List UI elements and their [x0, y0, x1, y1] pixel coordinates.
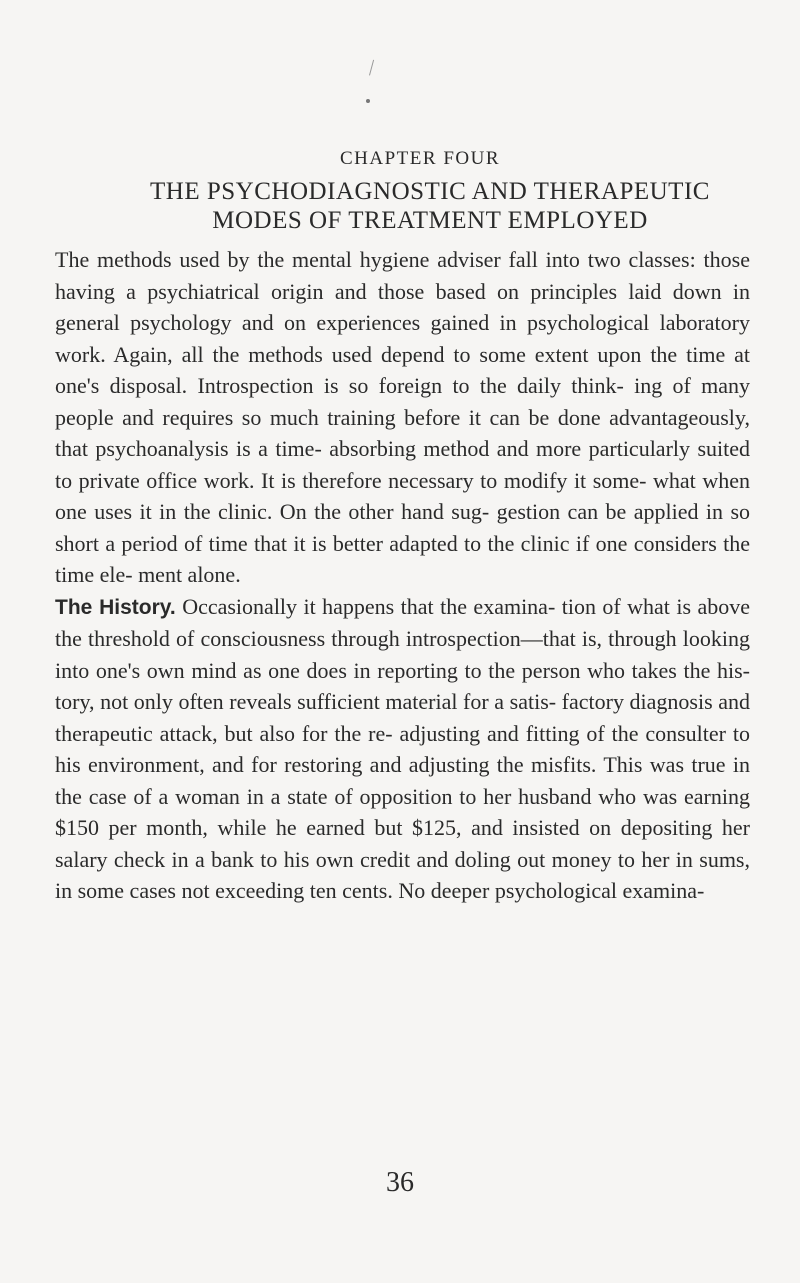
chapter-title: [60, 177, 800, 235]
history-heading: The History.: [55, 595, 176, 619]
chapter-label: CHAPTER FOUR: [340, 148, 500, 169]
scan-mark: [369, 60, 377, 76]
scan-dot: [366, 99, 370, 103]
page-number: 36: [386, 1167, 414, 1198]
history-paragraph: [55, 591, 750, 907]
chapter-title-line-2: MODES OF TREATMENT EMPLOYED: [212, 207, 648, 234]
intro-paragraph: The methods used by the mental hygiene adviser fall into two classes: those having a psychiatrical origin and those based on principles laid down in general psychology and on experiences gained in psychological laboratory work. Again, all the methods used depend to some extent upon the time at one's disposal. Introspection is so foreign to the daily think- ing of many people and requires so much training before it can be done advantageously, that psychoanalysis is a time- absorbing method and more particularly suited to private office work. It is therefore necessary to modify it some- what when one uses it in the clinic. On the other hand sug- gestion can be applied in so short a period of time that it is better adapted to the clinic if one considers the time ele- ment alone.: [55, 247, 750, 587]
history-body: Occasionally it happens that the examina- tion of what is above the threshold of consciousness through introspection—that is, through looking into one's own mind as one does in reporting to the person who takes the his- tory, not only often reveals sufficient material for a satis- factory diagnosis and therapeutic attack, but also for the re- adjusting and fitting of the consulter to his environment, and for restoring and adjusting the misfits. This was true in the case of a woman in a state of opposition to her husband who was earning $150 per month, while he earned but $125, and insisted on depositing her salary check in a bank to his own credit and doling out money to her in sums, in some cases not exceeding ten cents. No deeper psychological examina-: [55, 593, 751, 903]
body-text: [55, 244, 750, 907]
chapter-title-line-1: THE PSYCHODIAGNOSTIC AND THERAPEUTIC: [150, 178, 710, 205]
